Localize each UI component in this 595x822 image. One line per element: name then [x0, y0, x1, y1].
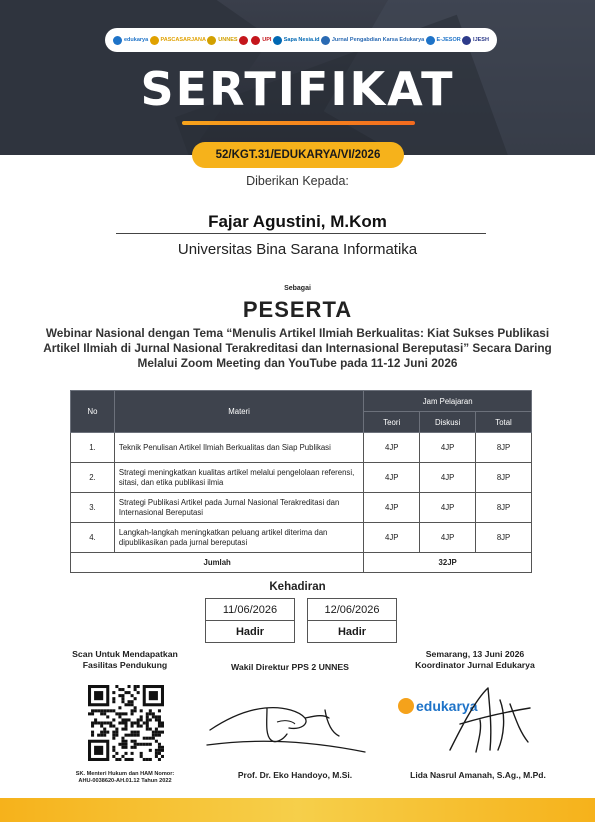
materi-table — [70, 390, 532, 573]
row-teori: 4JP — [364, 433, 420, 463]
partner-logo-label: UNNES — [218, 37, 238, 43]
right-signature — [420, 680, 550, 760]
partner-logo — [426, 36, 461, 45]
partner-logo — [273, 36, 320, 45]
recipient-name: Fajar Agustini, M.Kom — [208, 212, 387, 231]
certificate-title: SERTIFIKAT — [140, 62, 455, 116]
attendance-date: 11/06/2026 — [206, 599, 294, 621]
partner-logo-icon — [150, 36, 159, 45]
partner-logo-label: PASCASARJANA — [160, 37, 206, 43]
table-row — [71, 523, 532, 553]
partner-logo-icon — [462, 36, 471, 45]
row-no: 1. — [71, 433, 115, 463]
name-underline — [116, 233, 486, 234]
row-diskusi: 4JP — [420, 463, 476, 493]
right-signer-name: Lida Nasrul Amanah, S.Ag., M.Pd. — [410, 770, 546, 780]
sk-line: SK. Menteri Hukum dan HAM Nomor: — [75, 771, 175, 777]
partner-logo-label: edukarya — [124, 37, 149, 43]
row-teori: 4JP — [364, 493, 420, 523]
partner-logo-icon — [239, 36, 248, 45]
edukarya-logo-icon — [398, 698, 414, 714]
attendance-date: 12/06/2026 — [308, 599, 396, 621]
row-diskusi: 4JP — [420, 493, 476, 523]
attendance-title: Kehadiran — [269, 581, 326, 593]
sk-line: AHU-0038620-AH.01.12 Tahun 2022 — [78, 778, 172, 784]
recipient-institution: Universitas Bina Sarana Informatika — [177, 241, 418, 258]
partner-logo-label: IJESH — [473, 37, 489, 43]
partner-logo-label: E-JESOR — [436, 37, 461, 43]
qr-title-line: Scan Untuk Mendapatkan — [72, 649, 178, 659]
header-teori: Teori — [364, 412, 420, 433]
right-signer-header — [390, 649, 560, 671]
header-total: Total — [476, 412, 532, 433]
row-total: 8JP — [476, 493, 532, 523]
partner-logo — [462, 36, 489, 45]
partner-logo — [239, 36, 250, 45]
partner-logo-label: Jurnal Pengabdian Karsa Edukarya — [331, 37, 425, 43]
certificate-number-badge: 52/KGT.31/EDUKARYA/VI/2026 — [192, 142, 404, 168]
partner-logo-bar — [105, 28, 497, 52]
partner-logo — [150, 36, 206, 45]
row-diskusi: 4JP — [420, 523, 476, 553]
middle-signer-title: Wakil Direktur PPS 2 UNNES — [231, 662, 349, 672]
table-row — [71, 433, 532, 463]
participant-role: PESERTA — [242, 297, 353, 322]
partner-logo-icon — [251, 36, 260, 45]
row-materi: Strategi meningkatkan kualitas artikel melalui pengelolaan referensi, sitasi, dan etika publikasi ilmia — [114, 463, 363, 493]
partner-logo — [207, 36, 237, 45]
right-signer-title: Koordinator Jurnal Edukarya — [415, 660, 535, 670]
qr-code[interactable] — [88, 685, 164, 761]
partner-logo-label: UPI — [262, 37, 272, 43]
partner-logo-icon — [321, 36, 330, 45]
header-no: No — [71, 391, 115, 433]
attendance-day-2 — [307, 598, 397, 643]
partner-logo — [321, 36, 424, 45]
qr-title-line: Fasilitas Pendukung — [82, 660, 168, 670]
row-teori: 4JP — [364, 523, 420, 553]
partner-logo-label: Sapa Nesia.id — [283, 37, 320, 43]
row-no: 2. — [71, 463, 115, 493]
sk-text — [50, 771, 200, 785]
as-label: Sebagai — [284, 285, 311, 292]
row-materi: Teknik Penulisan Artikel Ilmiah Berkualitas dan Siap Publikasi — [114, 433, 363, 463]
partner-logo-icon — [207, 36, 216, 45]
partner-logo-icon — [113, 36, 122, 45]
attendance-status: Hadir — [235, 626, 265, 638]
total-label: Jumlah — [71, 553, 364, 573]
attendance-day-1 — [205, 598, 295, 643]
row-teori: 4JP — [364, 463, 420, 493]
row-no: 4. — [71, 523, 115, 553]
row-materi: Langkah-langkah meningkatkan peluang artikel diterima dan dipublikasikan pada jurnal bereputasi — [114, 523, 363, 553]
footer-bar — [0, 798, 595, 822]
header-jam-pelajaran: Jam Pelajaran — [364, 391, 532, 412]
row-no: 3. — [71, 493, 115, 523]
row-total: 8JP — [476, 463, 532, 493]
table-row — [71, 493, 532, 523]
right-place-date: Semarang, 13 Juni 2026 — [425, 649, 525, 659]
table-row — [71, 463, 532, 493]
row-total: 8JP — [476, 523, 532, 553]
given-to-label: Diberikan Kepada: — [246, 174, 349, 188]
partner-logo-icon — [273, 36, 282, 45]
middle-signature — [205, 690, 370, 760]
total-value: 32JP — [364, 553, 532, 573]
middle-signer-name: Prof. Dr. Eko Handoyo, M.Si. — [237, 770, 353, 780]
title-underline — [182, 121, 415, 125]
edukarya-logo-text: edukarya — [416, 698, 478, 714]
webinar-theme: Webinar Nasional dengan Tema “Menulis Artikel Ilmiah Berkualitas: Kiat Sukses Publikasi Artikel Ilmiah di Jurnal Nasional Terakreditasi dan Internasional Bereputasi” Secara Daring Melalui Zoom Meeting dan YouTube pada 11-12 Juni 2026 — [43, 326, 552, 370]
partner-logo — [251, 36, 271, 45]
row-diskusi: 4JP — [420, 433, 476, 463]
partner-logo-icon — [426, 36, 435, 45]
row-materi: Strategi Publikasi Artikel pada Jurnal Nasional Terakreditasi dan Internasional Bereputasi — [114, 493, 363, 523]
header-diskusi: Diskusi — [420, 412, 476, 433]
header-materi: Materi — [114, 391, 363, 433]
qr-title — [40, 649, 210, 671]
row-total: 8JP — [476, 433, 532, 463]
attendance-status: Hadir — [337, 626, 367, 638]
partner-logo — [113, 36, 148, 45]
